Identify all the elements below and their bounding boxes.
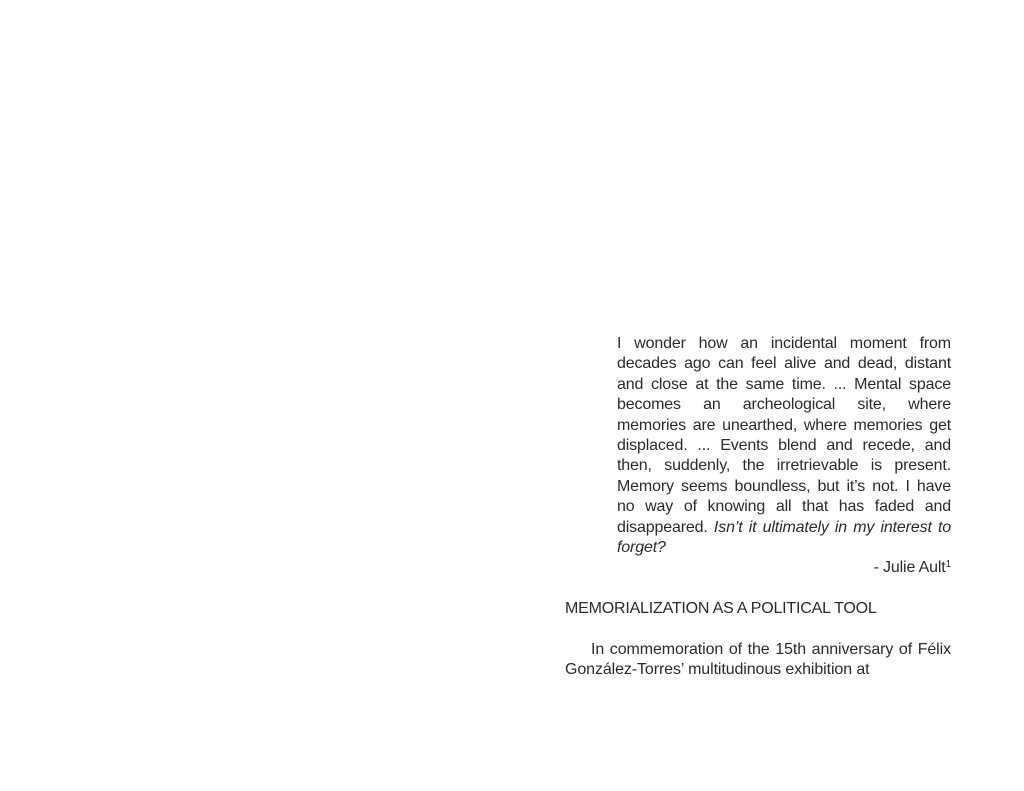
- footnote-marker[interactable]: 1: [945, 559, 951, 570]
- attribution-author: - Julie Ault: [873, 559, 946, 576]
- section-heading: MEMORIALIZATION AS A POLITICAL TOOL: [565, 600, 877, 617]
- body-paragraph: In commemoration of the 15th anniversary of Félix González-Torres’ multitudinous exhibition at: [565, 641, 951, 679]
- quote-attribution: [617, 558, 951, 578]
- quote-emphasis: Isn’t it ultimately in my interest to forget?: [617, 518, 951, 557]
- epigraph-quote: [617, 334, 951, 558]
- quote-text: I wonder how an incidental moment from decades ago can feel alive and dead, distant and close at the same time. ... Mental space becomes an archeological site, where memories are unearthed, where memories get displaced. ... Events blend and recede, and then, suddenly, the irretrievable is present. Memory seems boundless, but it’s not. I have no way of knowing all that has faded and disappeared.: [617, 335, 951, 536]
